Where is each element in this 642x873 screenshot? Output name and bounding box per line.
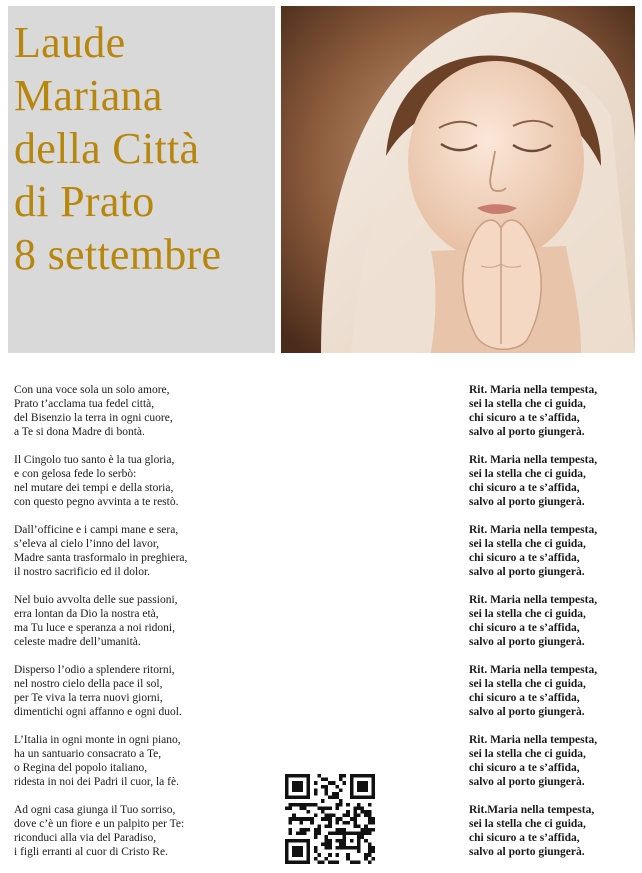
refrain xyxy=(469,733,629,789)
verse-line: Con una voce sola un solo amore, xyxy=(14,384,170,396)
refrain-line: chi sicuro a te s’affida, xyxy=(469,832,580,844)
stanza xyxy=(14,383,274,439)
refrain-line: salvo al porto giungerà. xyxy=(469,496,585,508)
refrain-line: Rit.Maria nella tempesta, xyxy=(469,804,595,816)
verse-line: Disperso l’odio a splendere ritorni, xyxy=(14,664,175,676)
stanza xyxy=(14,523,274,579)
refrain-line: chi sicuro a te s’affida, xyxy=(469,762,580,774)
refrain xyxy=(469,523,629,579)
verse-line: dimentichi ogni affanno e ogni duol. xyxy=(14,706,182,718)
refrain-line: sei la stella che ci guida, xyxy=(469,748,586,760)
verse-line: ridesta in noi dei Padri il cuor, la fè. xyxy=(14,776,179,788)
title-line: della Città xyxy=(14,124,200,173)
qr-code-icon[interactable] xyxy=(285,774,375,864)
title-line: di Prato xyxy=(14,177,155,226)
stanza xyxy=(14,733,274,789)
refrain xyxy=(469,803,629,859)
refrain xyxy=(469,593,629,649)
verse-line: e con gelosa fede lo serbò: xyxy=(14,468,137,480)
title-line: Mariana xyxy=(14,71,163,120)
verse-line: ma Tu luce e speranza a noi ridoni, xyxy=(14,622,175,634)
refrain-line: sei la stella che ci guida, xyxy=(469,468,586,480)
stanza xyxy=(14,593,274,649)
refrain-line: Rit. Maria nella tempesta, xyxy=(469,734,598,746)
refrain-line: chi sicuro a te s’affida, xyxy=(469,692,580,704)
refrains-column xyxy=(469,383,629,873)
stanza xyxy=(14,663,274,719)
refrain-line: chi sicuro a te s’affida, xyxy=(469,412,580,424)
verse-line: L’Italia in ogni monte in ogni piano, xyxy=(14,734,181,746)
refrain-line: Rit. Maria nella tempesta, xyxy=(469,594,598,606)
refrain-line: salvo al porto giungerà. xyxy=(469,426,585,438)
refrain-line: chi sicuro a te s’affida, xyxy=(469,622,580,634)
verse-line: per Te viva la terra nuovi giorni, xyxy=(14,692,163,704)
refrain-line: salvo al porto giungerà. xyxy=(469,706,585,718)
refrain-line: sei la stella che ci guida, xyxy=(469,538,586,550)
verse-line: con questo pegno avvinta a te restò. xyxy=(14,496,179,508)
refrain-line: Rit. Maria nella tempesta, xyxy=(469,384,598,396)
refrain-line: salvo al porto giungerà. xyxy=(469,566,585,578)
refrain-line: sei la stella che ci guida, xyxy=(469,818,586,830)
verse-line: i figli erranti al cuor di Cristo Re. xyxy=(14,846,168,858)
verse-line: riconduci alla via del Paradiso, xyxy=(14,832,157,844)
refrain-line: Rit. Maria nella tempesta, xyxy=(469,524,598,536)
title-line: Laude xyxy=(14,18,126,67)
verse-line: Prato t’acclama tua fedel città, xyxy=(14,398,155,410)
stanza xyxy=(14,803,274,859)
verse-line: erra lontan da Dio la nostra età, xyxy=(14,608,159,620)
verse-line: s’eleva al cielo l’inno del lavor, xyxy=(14,538,160,550)
verse-line: celeste madre dell’umanità. xyxy=(14,636,141,648)
stanza xyxy=(14,453,274,509)
verse-line: Il Cingolo tuo santo è la tua gloria, xyxy=(14,454,175,466)
refrain-line: sei la stella che ci guida, xyxy=(469,678,586,690)
title-line: 8 settembre xyxy=(14,230,222,279)
verse-line: dove c’è un fiore e un palpito per Te: xyxy=(14,818,185,830)
praying-madonna-image xyxy=(281,6,635,353)
verse-line: nel nostro cielo della pace il sol, xyxy=(14,678,163,690)
verse-line: ha un santuario consacrato a Te, xyxy=(14,748,162,760)
verse-line: Ad ogni casa giunga il Tuo sorriso, xyxy=(14,804,176,816)
verse-line: a Te si dona Madre di bontà. xyxy=(14,426,145,438)
verse-line: il nostro sacrificio ed il dolor. xyxy=(14,566,151,578)
verse-line: nel mutare dei tempi e della storia, xyxy=(14,482,174,494)
verse-line: o Regina del popolo italiano, xyxy=(14,762,148,774)
refrain-line: sei la stella che ci guida, xyxy=(469,608,586,620)
refrain-line: chi sicuro a te s’affida, xyxy=(469,552,580,564)
refrain-line: Rit. Maria nella tempesta, xyxy=(469,664,598,676)
refrain xyxy=(469,383,629,439)
stanzas-column xyxy=(14,383,274,873)
verse-line: del Bisenzio la terra in ogni cuore, xyxy=(14,412,173,424)
refrain xyxy=(469,453,629,509)
refrain-line: salvo al porto giungerà. xyxy=(469,776,585,788)
verse-line: Dall’officine e i campi mane e sera, xyxy=(14,524,179,536)
verse-line: Madre santa trasformalo in preghiera, xyxy=(14,552,188,564)
refrain-line: chi sicuro a te s’affida, xyxy=(469,482,580,494)
verse-line: Nel buio avvolta delle sue passioni, xyxy=(14,594,178,606)
refrain-line: Rit. Maria nella tempesta, xyxy=(469,454,598,466)
refrain-line: sei la stella che ci guida, xyxy=(469,398,586,410)
refrain xyxy=(469,663,629,719)
title-block xyxy=(8,6,275,353)
refrain-line: salvo al porto giungerà. xyxy=(469,846,585,858)
refrain-line: salvo al porto giungerà. xyxy=(469,636,585,648)
